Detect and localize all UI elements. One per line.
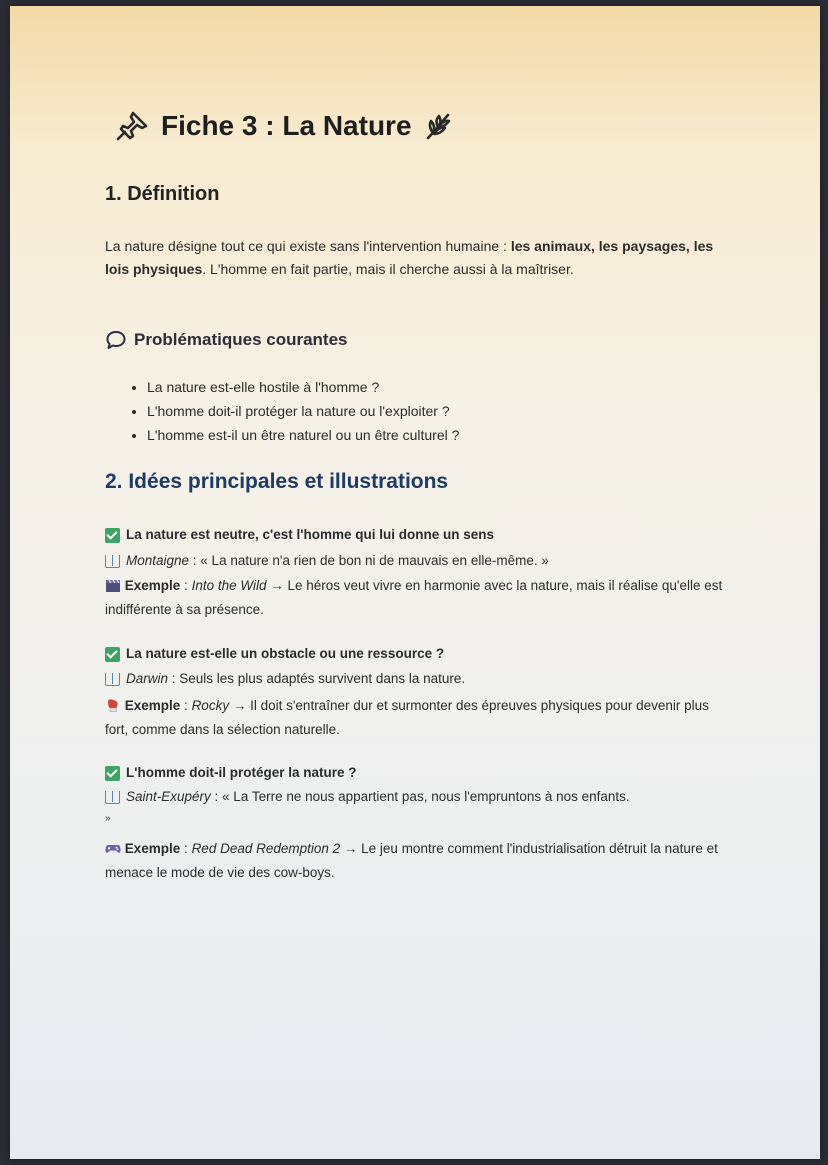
check-mark-icon — [105, 528, 120, 543]
quote-text: : Seuls les plus adaptés survivent dans la nature. — [168, 671, 466, 686]
boxing-icon — [105, 698, 121, 713]
check-mark-icon — [105, 766, 120, 781]
example-work: Rocky — [191, 698, 230, 713]
problematics-heading-text: Problématiques courantes — [134, 330, 348, 349]
open-book-icon — [105, 791, 120, 804]
list-item: • La nature est-elle hostile à l'homme ? — [147, 375, 459, 399]
example-label: Exemple — [124, 578, 181, 593]
example-label: Exemple — [124, 698, 181, 713]
list-item: • L'homme est-il un être naturel ou un être culturel ? — [147, 423, 459, 447]
list-item: • L'homme doit-il protéger la nature ou l'exploiter ? — [147, 399, 459, 423]
page-title-text: Fiche 3 : La Nature — [161, 110, 412, 141]
quote-author: Darwin — [126, 671, 169, 686]
example-work: Into the Wild — [191, 578, 267, 593]
idea-3-title — [105, 763, 356, 783]
definition-text-end: . L'homme en fait partie, mais il cherche aussi à la maîtriser. — [202, 261, 574, 277]
herb-icon — [422, 110, 454, 142]
example-text: → Il doit s'entraîner dur et surmonter des épreuves physiques pour devenir plus fort, comme dans la sélection naturelle. — [105, 698, 709, 737]
idea-3-quote-tail: » — [105, 813, 111, 824]
page-title — [115, 110, 454, 142]
problematics-heading — [105, 329, 348, 351]
idea-1-example: Exemple : Into the Wild → Le héros veut vivre en harmonie avec la nature, mais il réalise qu'elle est indifférente à sa présence. — [105, 578, 723, 617]
quote-author: Montaigne — [126, 553, 190, 568]
idea-3-title-text: L'homme doit-il protéger la nature ? — [126, 765, 357, 780]
speech-bubble-icon — [105, 329, 127, 351]
idea-2-quote — [105, 669, 465, 689]
definition-paragraph — [105, 235, 725, 281]
open-book-icon — [105, 555, 120, 568]
check-mark-icon — [105, 647, 120, 662]
example-label: Exemple — [124, 841, 181, 856]
document-page — [10, 6, 820, 1159]
quote-text: : « La Terre ne nous appartient pas, nous l'empruntons à nos enfants. — [210, 789, 630, 804]
idea-1-title-text: La nature est neutre, c'est l'homme qui lui donne un sens — [126, 527, 494, 542]
open-book-icon — [105, 673, 120, 686]
idea-3-example: Exemple : Red Dead Redemption 2 → Le jeu montre comment l'industrialisation détruit la nature et menace le mode de vie des cow-boys. — [105, 841, 718, 880]
example-text: → Le jeu montre comment l'industrialisation détruit la nature et menace le mode de vie des cow-boys. — [105, 841, 718, 880]
game-controller-icon — [105, 841, 121, 856]
quote-author: Saint-Exupéry — [126, 789, 211, 804]
section-heading-ideas: 2. Idées principales et illustrations — [105, 470, 449, 493]
clapperboard-icon — [105, 578, 121, 593]
definition-bold-text: les animaux, les paysages, les lois physiques — [105, 238, 714, 277]
example-text: → Le héros veut vivre en harmonie avec la nature, mais il réalise qu'elle est indifférente à sa présence. — [105, 578, 723, 617]
quote-text: : « La nature n'a rien de bon ni de mauvais en elle-même. » — [189, 553, 549, 568]
idea-1-title — [105, 525, 494, 545]
pushpin-icon — [115, 110, 151, 142]
idea-2-example: Exemple : Rocky → Il doit s'entraîner dur et surmonter des épreuves physiques pour devenir plus fort, comme dans la sélection naturelle. — [105, 698, 709, 737]
idea-2-title — [105, 644, 444, 664]
idea-1-quote — [105, 551, 549, 571]
idea-3-quote — [105, 787, 630, 807]
idea-2-title-text: La nature est-elle un obstacle ou une ressource ? — [126, 646, 445, 661]
section-heading-definition: 1. Définition — [105, 183, 220, 205]
example-work: Red Dead Redemption 2 — [191, 841, 341, 856]
problematics-list — [125, 375, 459, 447]
definition-text: La nature désigne tout ce qui existe sans l'intervention humaine : — [105, 238, 511, 254]
